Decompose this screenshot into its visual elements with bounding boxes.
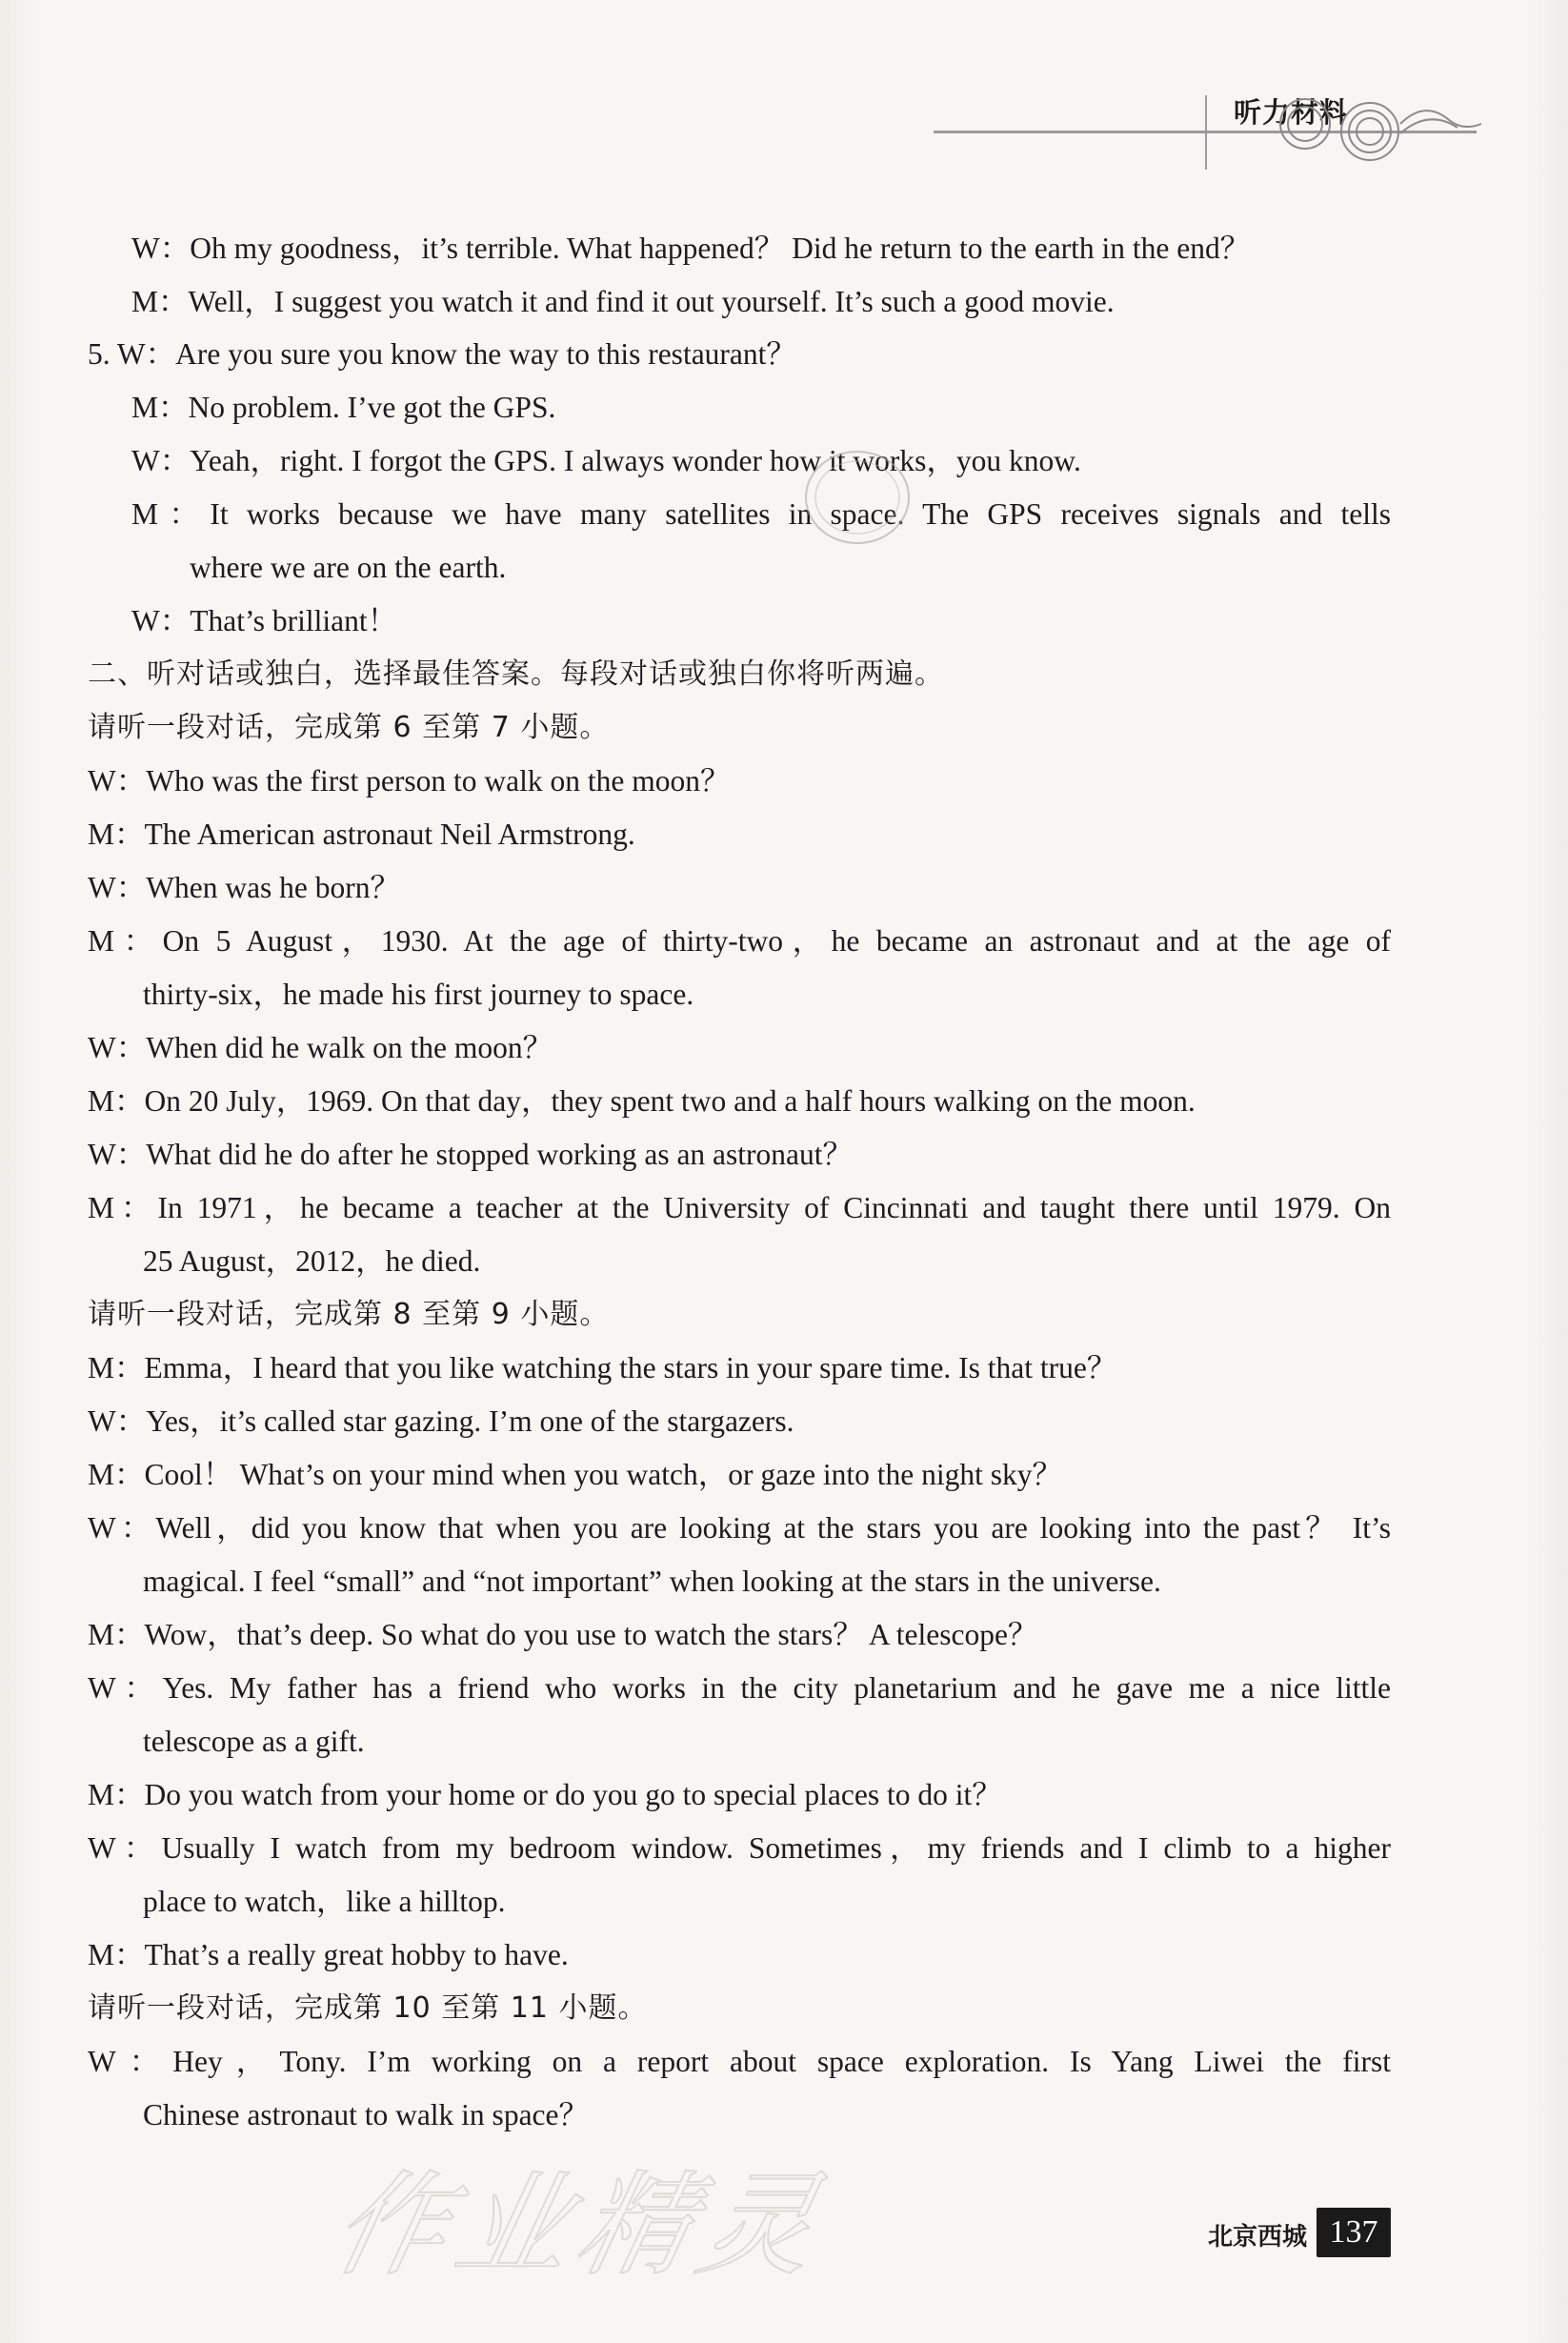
dialogue-line: W：Well，did you know that when you are looking at the stars you are looking into the past？ It’s: [88, 1511, 1391, 1545]
dialogue-line: W：What did he do after he stopped working as an astronaut？: [88, 1138, 854, 1171]
dialogue-line-continued: thirty-six，he made his first journey to space.: [143, 978, 694, 1011]
footer-city-label: 北京西城: [1208, 2223, 1308, 2252]
section-title: 听力材料: [1234, 96, 1349, 129]
dialogue-line-continued: place to watch，like a hilltop.: [143, 1885, 506, 1918]
dialogue-line: M：Emma，I heard that you like watching the stars in your spare time. Is that true？: [88, 1351, 1117, 1384]
dialogue-line: W：Yes，it’s called star gazing. I’m one of the stargazers.: [88, 1404, 794, 1438]
dialogue-line: W：Usually I watch from my bedroom window. Sometimes，my friends and I climb to a higher: [88, 1831, 1391, 1865]
dialogue-line: W：Hey，Tony. I’m working on a report about space exploration. Is Yang Liwei the first: [88, 2045, 1391, 2078]
dialogue-line: M：Well，I suggest you watch it and find it out yourself. It’s such a good movie.: [131, 285, 1115, 318]
dialogue-line: M：On 5 August，1930. At the age of thirty-two，he became an astronaut and at the age of: [88, 924, 1391, 958]
section-heading: 二、听对话或独白，选择最佳答案。每段对话或独白你将听两遍。: [88, 657, 944, 691]
dialogue-line: M：Do you watch from your home or do you go to special places to do it？: [88, 1778, 1002, 1811]
question-5-line: 5. W：Are you sure you know the way to this restaurant？: [88, 337, 796, 371]
dialogue-line: W：When was he born？: [88, 871, 401, 904]
dialogue-line-continued: 25 August，2012，he died.: [143, 1244, 481, 1278]
dialogue-line: M：On 20 July，1969. On that day，they spent two and a half hours walking on the moon.: [88, 1084, 1196, 1118]
stamp-seal: [800, 440, 915, 555]
dialogue-line: W：Oh my goodness，it’s terrible. What happened？ Did he return to the earth in the end？: [131, 232, 1251, 265]
dialogue-line-continued: Chinese astronaut to walk in space？: [143, 2098, 590, 2131]
instruction-line: 请听一段对话，完成第 10 至第 11 小题。: [88, 1991, 648, 2025]
dialogue-line: M：In 1971，he became a teacher at the University of Cincinnati and taught there until 1979. On: [88, 1191, 1391, 1224]
dialogue-line: W：When did he walk on the moon？: [88, 1031, 553, 1064]
header-divider: [1205, 95, 1207, 170]
page-number-badge: 137: [1317, 2208, 1391, 2257]
dialogue-line: M：It works because we have many satellites in space. The GPS receives signals and tells: [131, 497, 1391, 531]
watermark: 作业精灵: [322, 2159, 838, 2291]
instruction-line: 请听一段对话，完成第 6 至第 7 小题。: [88, 711, 610, 744]
dialogue-line-continued: where we are on the earth.: [190, 551, 507, 584]
dialogue-line: M：The American astronaut Neil Armstrong.: [88, 818, 635, 851]
instruction-line: 请听一段对话，完成第 8 至第 9 小题。: [88, 1298, 610, 1331]
dialogue-line: M：That’s a really great hobby to have.: [88, 1938, 569, 1971]
dialogue-line: M：No problem. I’ve got the GPS.: [131, 391, 556, 424]
dialogue-line: W：Who was the first person to walk on the moon？: [88, 764, 731, 798]
swirl-ornament-icon: [1257, 95, 1486, 172]
dialogue-line: W：Yes. My father has a friend who works in the city planetarium and he gave me a nice little: [88, 1671, 1391, 1705]
dialogue-line-continued: magical. I feel “small” and “not important” when looking at the stars in the universe.: [143, 1565, 1161, 1598]
dialogue-line: W：That’s brilliant！: [131, 604, 398, 637]
dialogue-line: W：Yeah，right. I forgot the GPS. I always wonder how it works，you know.: [131, 444, 1081, 477]
dialogue-line: M：Wow，that’s deep. So what do you use to watch the stars？ A telescope？: [88, 1618, 1038, 1651]
dialogue-line: M：Cool！ What’s on your mind when you watch，or gaze into the night sky？: [88, 1458, 1063, 1491]
dialogue-line-continued: telescope as a gift.: [143, 1725, 365, 1758]
